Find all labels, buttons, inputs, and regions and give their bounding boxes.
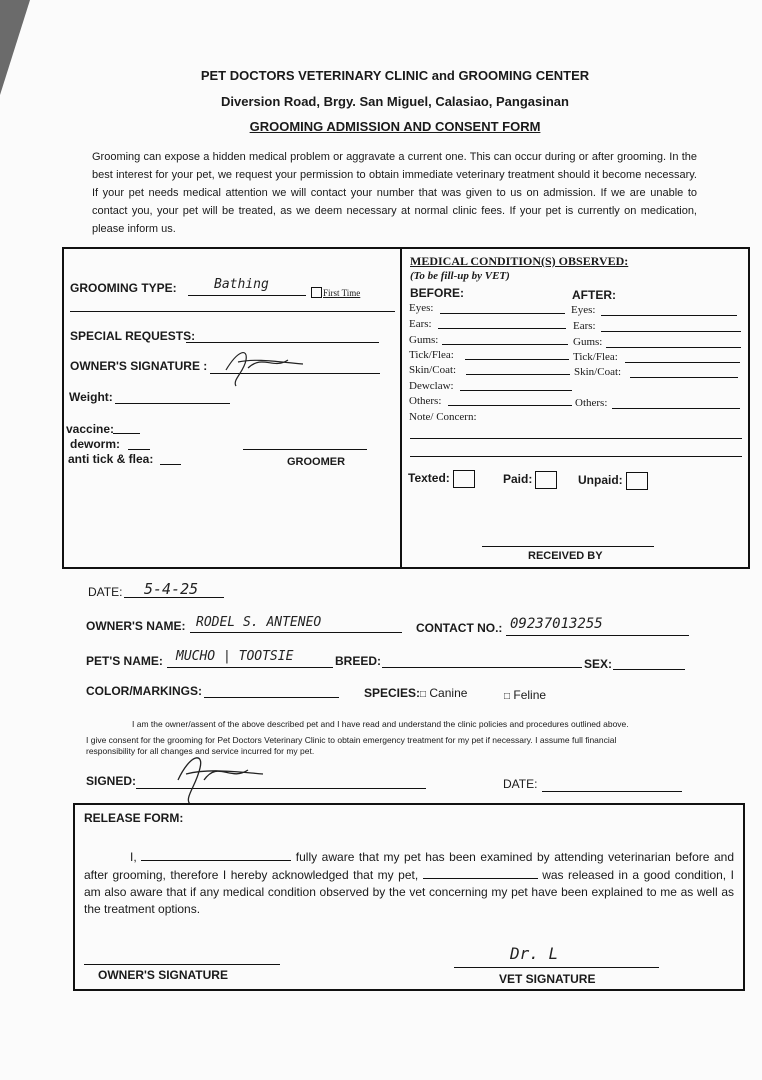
consent-line-3: responsibility for all changes and service incurred for my pet.	[86, 746, 315, 756]
color-field[interactable]	[204, 697, 339, 698]
before-ears-field[interactable]	[438, 328, 566, 329]
after-others: Others:	[575, 397, 608, 409]
first-time-checkbox-wrap[interactable]	[311, 285, 360, 299]
paid-checkbox[interactable]	[535, 471, 557, 489]
antitick-field[interactable]	[160, 464, 181, 465]
owner-name-value: RODEL S. ANTENEO	[196, 615, 322, 630]
after-gums: Gums:	[573, 336, 603, 348]
vet-signature-line[interactable]	[454, 967, 659, 968]
pet-name-field[interactable]	[167, 667, 333, 668]
medical-subtitle: (To be fill-up by VET)	[410, 270, 510, 282]
color-label: COLOR/MARKINGS:	[86, 684, 202, 698]
grooming-extra-line	[70, 311, 395, 312]
after-others-field[interactable]	[612, 408, 740, 409]
texted-wrap	[408, 470, 475, 488]
paid-label: Paid:	[503, 472, 533, 487]
canine-checkbox[interactable]: □	[420, 689, 427, 700]
feline-label: Feline	[513, 688, 547, 702]
vaccine-label: vaccine:	[66, 422, 115, 436]
before-others: Others:	[409, 395, 442, 407]
paid-wrap	[503, 471, 557, 489]
after-gums-field[interactable]	[606, 347, 741, 348]
owner-name-field[interactable]	[190, 632, 402, 633]
clinic-name: PET DOCTORS VETERINARY CLINIC and GROOMING CENTER	[200, 68, 590, 83]
pet-name-value: MUCHO | TOOTSIE	[176, 649, 294, 664]
note-label: Note/ Concern:	[409, 411, 477, 423]
before-tickflea-field[interactable]	[465, 359, 569, 360]
unpaid-label: Unpaid:	[578, 473, 623, 488]
consent-line-1: I am the owner/assent of the above described pet and I have read and understand the clinic policies and procedures outlined above.	[132, 719, 629, 729]
before-eyes: Eyes:	[409, 302, 434, 314]
before-ears: Ears:	[409, 318, 432, 330]
release-name-field[interactable]	[141, 848, 291, 861]
pet-name-label: PET'S NAME:	[86, 654, 163, 668]
groomer-label: GROOMER	[287, 456, 346, 468]
before-dewclaw: Dewclaw:	[409, 380, 454, 392]
special-requests-label: SPECIAL REQUESTS:	[70, 329, 196, 343]
contact-field[interactable]	[506, 635, 689, 636]
grooming-type-value: Bathing	[214, 277, 269, 292]
release-title: RELEASE FORM:	[84, 811, 184, 825]
before-dewclaw-field[interactable]	[460, 390, 572, 391]
release-pet-field[interactable]	[423, 866, 538, 879]
texted-checkbox[interactable]	[453, 470, 475, 488]
antitick-label: anti tick & flea:	[68, 452, 154, 466]
vaccine-field[interactable]	[113, 433, 140, 434]
grooming-type-field[interactable]	[188, 295, 306, 296]
consent-line-2: I give consent for the grooming for Pet Doctors Veterinary Clinic to obtain emergency treatment for my pet if necessary. I assume full financial	[86, 735, 617, 745]
after-ears-field[interactable]	[601, 331, 741, 332]
after-tickflea: Tick/Flea:	[573, 351, 618, 363]
contact-value: 09237013255	[510, 616, 603, 632]
canine-label: Canine	[429, 686, 468, 700]
breed-label: BREED:	[335, 654, 382, 668]
owner-sig-label: OWNER'S SIGNATURE	[98, 968, 228, 982]
owner-name-label: OWNER'S NAME:	[86, 619, 186, 633]
box-divider	[400, 249, 402, 567]
deworm-label: deworm:	[70, 437, 121, 451]
unpaid-checkbox[interactable]	[626, 472, 648, 490]
first-time-checkbox[interactable]	[311, 287, 322, 298]
weight-field[interactable]	[115, 403, 230, 404]
contact-label: CONTACT NO.:	[416, 621, 503, 635]
grooming-type-label: GROOMING TYPE:	[70, 281, 177, 295]
date2-label: DATE:	[503, 777, 538, 791]
groomer-signature-line[interactable]	[243, 449, 367, 450]
date-value: 5-4-25	[144, 580, 199, 598]
owner-signature-release-line[interactable]	[84, 964, 280, 965]
owner-signature-label: OWNER'S SIGNATURE :	[70, 359, 208, 373]
species-label: SPECIES:	[364, 686, 421, 700]
texted-label: Texted:	[408, 471, 450, 486]
sex-field[interactable]	[613, 669, 685, 670]
after-eyes: Eyes:	[571, 304, 596, 316]
feline-option[interactable]	[504, 688, 546, 702]
before-label: BEFORE:	[410, 286, 464, 300]
form-title: GROOMING ADMISSION AND CONSENT FORM	[249, 119, 541, 134]
vet-name-value: Dr. L	[510, 944, 559, 963]
release-p1: I,	[130, 850, 137, 864]
unpaid-wrap	[578, 472, 648, 490]
before-eyes-field[interactable]	[440, 313, 565, 314]
intro-paragraph: Grooming can expose a hidden medical problem or aggravate a current one. This can occur during or after grooming. In the best interest for your pet, we request your permission to obtain immediate veterinary treatment should it become necessary. If your pet needs medical attention we will contact your number that was given to us on admission. If we are unable to contact you, your pet will be treated, as we deem necessary at normal clinic fees. If your pet is currently on medication, please inform us.	[92, 151, 697, 235]
before-tickflea: Tick/Flea:	[409, 349, 454, 361]
medical-title: MEDICAL CONDITION(S) OBSERVED:	[410, 254, 629, 268]
date2-field[interactable]	[542, 791, 682, 792]
signed-signature-mark	[168, 746, 268, 806]
before-gums-field[interactable]	[442, 344, 568, 345]
deworm-field[interactable]	[128, 449, 150, 450]
after-ears: Ears:	[573, 320, 596, 332]
owner-signature-mark	[218, 340, 308, 388]
note-line-2[interactable]	[410, 456, 742, 457]
before-skincoat-field[interactable]	[466, 374, 570, 375]
before-gums: Gums:	[409, 334, 439, 346]
after-label: AFTER:	[572, 288, 616, 302]
before-skincoat: Skin/Coat:	[409, 364, 457, 376]
after-tickflea-field[interactable]	[625, 362, 740, 363]
note-line-1[interactable]	[410, 438, 742, 439]
weight-label: Weight:	[69, 390, 113, 404]
release-paragraph	[84, 848, 734, 918]
before-others-field[interactable]	[448, 405, 572, 406]
received-by-label: RECEIVED BY	[528, 550, 603, 562]
date-label: DATE:	[88, 585, 123, 599]
sex-label: SEX:	[584, 657, 613, 671]
release-p3: was released in a good condition, I am also aware that if any medical condition observed by the vet concerning my pet have been explained to me as well as the treatment options.	[84, 868, 734, 916]
vet-sig-label: VET SIGNATURE	[499, 972, 596, 986]
canine-option[interactable]	[420, 686, 467, 700]
received-by-line[interactable]	[482, 546, 654, 547]
breed-field[interactable]	[382, 667, 582, 668]
after-skincoat: Skin/Coat:	[574, 366, 622, 378]
feline-checkbox[interactable]: □	[504, 691, 511, 702]
first-time-label: First Time	[323, 288, 361, 298]
clinic-address: Diversion Road, Brgy. San Miguel, Calasiao, Pangasinan	[221, 94, 569, 109]
signed-label: SIGNED:	[86, 774, 137, 788]
after-eyes-field[interactable]	[601, 315, 737, 316]
release-p2: fully aware that my pet has been examined by attending veterinarian before and after grooming, therefore I hereby acknowledged that my pet,	[84, 850, 734, 882]
after-skincoat-field[interactable]	[630, 377, 738, 378]
